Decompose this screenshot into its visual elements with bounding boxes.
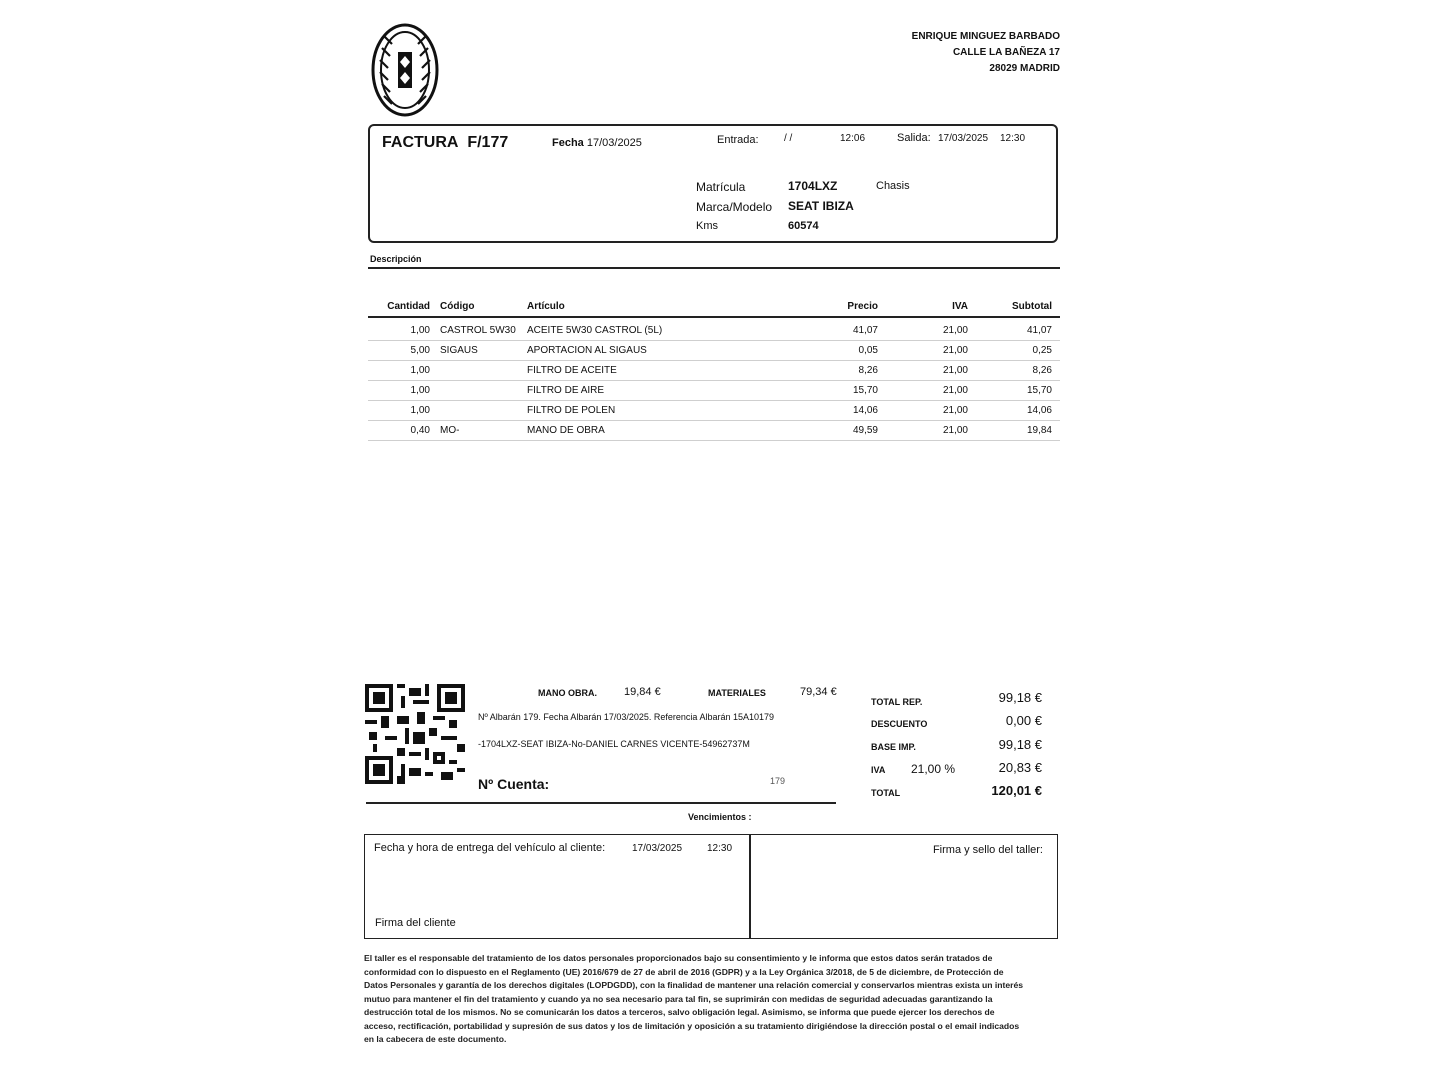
vencimientos-label: Vencimientos : (688, 812, 752, 822)
delivery-note-line1: Nº Albarán 179. Fecha Albarán 17/03/2025. Referencia Albarán 15A10179 (478, 712, 775, 722)
cell-subtotal: 19,84 (1026, 425, 1052, 436)
shop-signature-label: Firma y sello del taller: (932, 844, 1043, 856)
plate-label: Matrícula (696, 180, 746, 194)
cell-subtotal: 0,25 (1032, 345, 1052, 356)
description-label: Descripción (370, 254, 422, 264)
model-label: Marca/Modelo (696, 200, 773, 214)
cell-qty: 1,00 (410, 405, 430, 416)
plate-value: 1704LXZ (788, 179, 838, 193)
materials-label: MATERIALES (708, 688, 766, 698)
description-rule (368, 267, 1060, 269)
header-qty: Cantidad (387, 301, 430, 312)
cell-code: MO- (440, 425, 460, 436)
cell-article: FILTRO DE AIRE (527, 385, 605, 396)
cell-qty: 5,00 (410, 345, 430, 356)
cell-article: MANO DE OBRA (527, 425, 605, 436)
legal-notice: El taller es el responsable del tratamiento de los datos personales proporcionados bajo su consentimiento y le informa que estos datos serán tratados de conformidad con lo dispuesto en el Reglamento (UE) 2016/679 de 27 de abril de 2016 (GDPR) y a la Ley Orgánica 3/2018, de 5 de diciembre, de Protección de Datos Personales y garantía de los derechos digitales (LOPDGDD), con la finalidad de mantener una relación comercial y conservarlos mientras exista un interés mutuo para mantener el fin del tratamiento y cuando ya no sea necesario para tal fin, se suprimirán con medidas de seguridad adecuadas garantizando la destrucción total de los mismos. No se comunicarán los datos a terceros, salvo obligación legal. Asimismo, se informa que puede ejercer los derechos de acceso, rectificación, portabilidad y supresión de sus datos y los de limitación y oposición a su tratamiento dirigiéndose la dirección postal o el email indicados en la cabecera de este documento. (364, 953, 1024, 1044)
tire-icon (370, 22, 440, 118)
base-label: BASE IMP. (871, 742, 916, 752)
cell-qty: 1,00 (410, 385, 430, 396)
header-price: Precio (847, 301, 878, 312)
entry-date: / / (784, 133, 793, 144)
invoice-date: Fecha 17/03/2025 (552, 137, 642, 149)
table-row (368, 340, 1060, 361)
table-row (368, 380, 1060, 401)
company-city: 28029 MADRID (989, 63, 1060, 74)
company-name: ENRIQUE MINGUEZ BARBADO (911, 31, 1060, 42)
table-row (368, 420, 1060, 441)
iva-label: IVA (871, 765, 886, 775)
kms-value: 60574 (788, 220, 819, 232)
qr-code-icon (364, 684, 466, 784)
table-row (368, 400, 1060, 421)
cell-price: 8,26 (858, 365, 878, 376)
entry-label: Entrada: (717, 134, 759, 146)
cell-subtotal: 15,70 (1026, 385, 1052, 396)
header-code: Código (440, 301, 475, 312)
cell-price: 49,59 (852, 425, 878, 436)
summary-rule (366, 802, 836, 804)
cell-code: CASTROL 5W30 (440, 325, 516, 336)
cell-iva: 21,00 (942, 325, 968, 336)
invoice-number: F/177 (467, 134, 509, 151)
header-iva: IVA (952, 301, 968, 312)
delivery-divider (749, 834, 751, 939)
cell-article: ACEITE 5W30 CASTROL (5L) (527, 325, 663, 336)
cell-iva: 21,00 (942, 425, 968, 436)
table-row (368, 320, 1060, 341)
client-signature-label: Firma del cliente (375, 917, 456, 929)
total-rep-label: TOTAL REP. (871, 697, 923, 707)
header-subtotal: Subtotal (1012, 301, 1052, 312)
chassis-label: Chasis (876, 180, 910, 192)
delivery-label: Fecha y hora de entrega del vehículo al cliente: (374, 842, 606, 854)
delivery-time: 12:30 (707, 843, 733, 854)
cell-qty: 1,00 (410, 365, 430, 376)
exit-label: Salida: (897, 132, 931, 144)
delivery-note-line2: -1704LXZ-SEAT IBIZA-No-DANIEL CARNES VICENTE-54962737M (478, 739, 750, 749)
cell-price: 15,70 (852, 385, 878, 396)
cell-price: 14,06 (852, 405, 878, 416)
cell-price: 0,05 (858, 345, 878, 356)
header-article: Artículo (527, 301, 565, 312)
iva-percent: 21,00 % (911, 762, 956, 776)
discount-label: DESCUENTO (871, 719, 928, 729)
cell-iva: 21,00 (942, 405, 968, 416)
total-rep-value: 99,18 € (998, 690, 1042, 705)
cell-iva: 21,00 (942, 385, 968, 396)
entry-time: 12:06 (840, 133, 866, 144)
cell-qty: 0,40 (410, 425, 430, 436)
base-value: 99,18 € (998, 737, 1042, 752)
cell-iva: 21,00 (942, 345, 968, 356)
labor-value: 19,84 € (624, 686, 661, 698)
table-row (368, 360, 1060, 381)
cell-qty: 1,00 (410, 325, 430, 336)
cell-subtotal: 14,06 (1026, 405, 1052, 416)
exit-time: 12:30 (1000, 133, 1026, 144)
labor-label: MANO OBRA. (538, 688, 597, 698)
cell-price: 41,07 (852, 325, 878, 336)
cell-subtotal: 8,26 (1032, 365, 1052, 376)
account-label: Nº Cuenta: (478, 776, 550, 792)
cell-article: APORTACION AL SIGAUS (527, 345, 647, 356)
table-header (368, 296, 1060, 318)
cell-article: FILTRO DE ACEITE (527, 365, 617, 376)
materials-value: 79,34 € (800, 686, 837, 698)
model-value: SEAT IBIZA (788, 199, 854, 213)
cell-iva: 21,00 (942, 365, 968, 376)
exit-date: 17/03/2025 (938, 133, 989, 144)
delivery-date: 17/03/2025 (632, 843, 683, 854)
cell-subtotal: 41,07 (1026, 325, 1052, 336)
cell-article: FILTRO DE POLEN (527, 405, 616, 416)
invoice-title: FACTURA F/177 (382, 134, 509, 151)
kms-label: Kms (696, 220, 718, 232)
total-label: TOTAL (871, 788, 901, 798)
cell-code: SIGAUS (440, 345, 478, 356)
account-value: 179 (770, 776, 786, 786)
total-value: 120,01 € (991, 783, 1042, 798)
iva-value: 20,83 € (998, 760, 1042, 775)
company-address: CALLE LA BAÑEZA 17 (952, 47, 1060, 58)
discount-value: 0,00 € (1005, 713, 1042, 728)
